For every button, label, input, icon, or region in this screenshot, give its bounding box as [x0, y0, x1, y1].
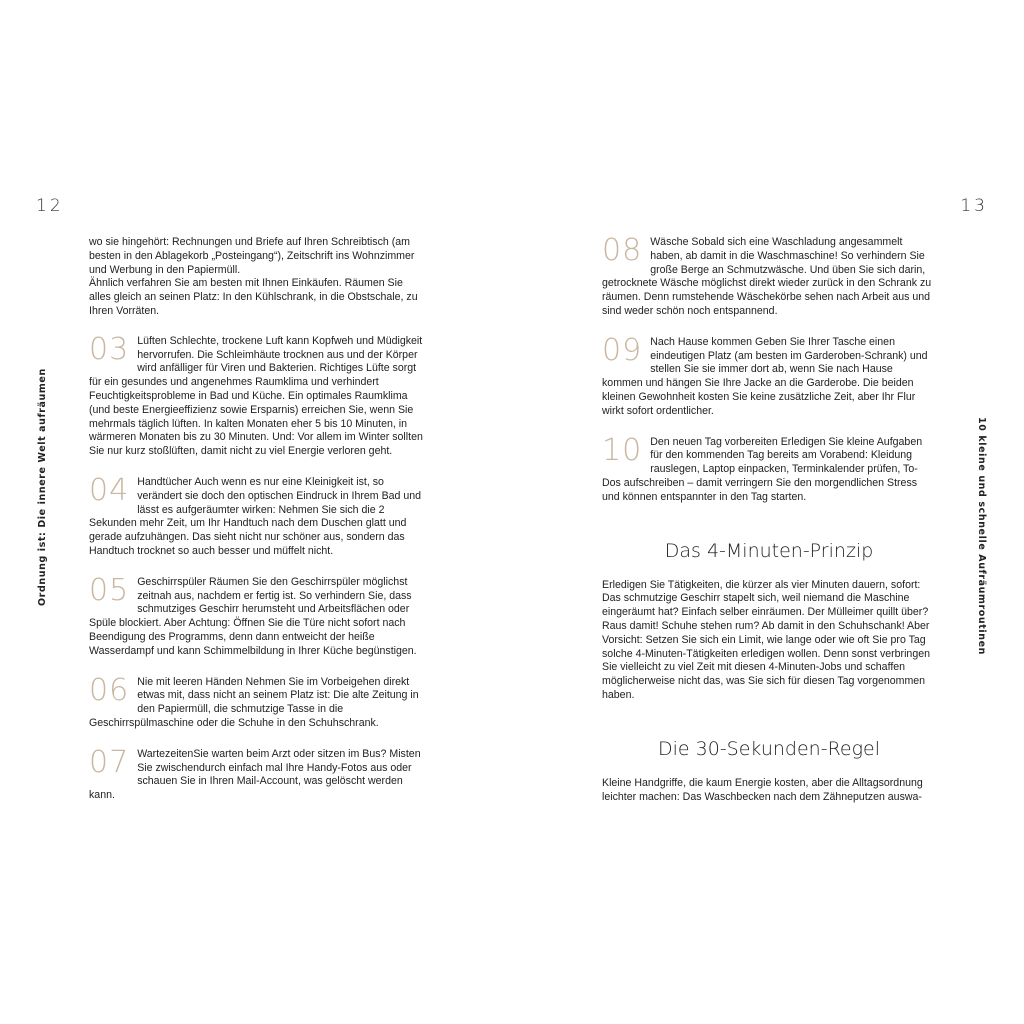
running-title-right: 10 kleine und schnelle Aufräumroutinen: [976, 417, 987, 656]
section-paragraph: Kleine Handgriffe, die kaum Energie kosten, aber die Alltagsordnung leichter machen: Das Waschbecken nach dem Zähneputzen auswa-: [602, 776, 923, 803]
list-item: [89, 331, 423, 459]
running-title-left: Ordnung ist: Die innere Welt aufräumen: [37, 368, 48, 606]
list-item: [89, 572, 423, 659]
item-number: 06: [89, 672, 130, 708]
item-text: Nach Hause kommen Geben Sie Ihrer Tasche einen eindeutigen Platz (am besten im Garderoben-Schrank) und stellen Sie sie immer dort ab, wenn Sie nach Hause kommen und hängen Sie Ihre Jacke an die Garderobe. Die beiden kleinen Gewohnheit kosten Sie keine zusätzliche Zeit, aber Ihr Flur wirkt sofort ordentlicher.: [602, 335, 928, 417]
item-text: Lüften Schlechte, trockene Luft kann Kopfweh und Müdigkeit hervorrufen. Die Schleimhäute trocknen aus und der Körper wird anfälliger für Viren und Bakterien. Richtiges Lüfte sorgt für ein gesundes und angenehmes Raumklima und verhindert Feuchtigkeitsprobleme in Bad und Küche. Ein optimales Raumklima (und beste Energieeffizienz sowie Ersparnis) erreichen Sie, wenn Sie mehrmals täglich lüften. In kalten Monaten eher 5 bis 10 Minuten, in wärmeren Monaten bis zu 30 Minuten. Und: Vor allem im Winter sollten Sie nur kurz stoßlüften, damit nicht zu viel Energie verloren geht.: [89, 334, 423, 458]
list-item: [89, 472, 423, 559]
right-column: [602, 233, 936, 820]
item-number: 09: [602, 332, 643, 368]
item-number: 07: [89, 744, 130, 780]
section-paragraph: Erledigen Sie Tätigkeiten, die kürzer als vier Minuten dauern, sofort: Das schmutzige Geschirr stapelt sich, weil niemand die Maschine eingeräumt hat? Einfach selber einräumen. Der Mülleimer quillt über? Raus damit! Schuhe stehen rum? Ab damit in den Schuhschank! Aber Vorsicht: Setzen Sie sich ein Limit, wie lange oder wie oft Sie pro Tag solche 4-Minuten-Tätigkeiten erledigen wollen. Denn sonst verbringen Sie vielleicht zu viel Zeit mit diesen 4-Minuten-Jobs und schaffen möglicherweise nicht das, was Sie sich für diesen Tag vorgenommen haben.: [602, 578, 931, 701]
item-number: 08: [602, 233, 643, 268]
item-text: Geschirrspüler Räumen Sie den Geschirrspüler möglichst zeitnah aus, nachdem er fertig ist. So verhindern Sie, dass schmutziges Geschirr herumsteht und Arbeitsflächen oder Spüle blockiert. Aber Achtung: Öffnen Sie die Türe nicht sofort nach Beendigung des Programms, denn dann entweicht der heiße Wasserdampf und kann Schimmelbildung in Ihrer Küche begünstigen.: [89, 575, 417, 657]
section-heading: Das 4-Minuten-Prinzip: [664, 539, 874, 562]
item-number: 10: [602, 432, 643, 468]
page-number-left: 12: [36, 196, 64, 216]
list-item: [602, 332, 936, 419]
list-item: [89, 744, 423, 803]
list-item: [89, 672, 423, 731]
item-number: 04: [89, 472, 130, 508]
item-text: WartezeitenSie warten beim Arzt oder sitzen im Bus? Misten Sie zwischendurch einfach mal Ihre Handy-Fotos aus oder schauen Sie in Ihren Mail-Account, was gelöscht werden kann.: [89, 747, 421, 802]
item-number: 03: [89, 331, 130, 367]
item-text: Handtücher Auch wenn es nur eine Kleinigkeit ist, so verändert sie doch den optischen Eindruck in Ihrem Bad und lässt es aufgeräumter wirken: Nehmen Sie sich die 2 Sekunden mehr Zeit, um Ihr Handtuch nach dem Duschen glatt und gerade aufzuhängen. Das sieht nicht nur schöner aus, sondern das Handtuch trocknet so auch besser und müffelt nicht.: [89, 475, 422, 557]
section-heading: Die 30-Sekunden-Regel: [658, 737, 880, 760]
list-item: [602, 233, 936, 319]
page-number-right: 13: [960, 196, 988, 216]
list-item: [602, 432, 936, 505]
left-column: [89, 236, 423, 820]
item-number: 05: [89, 572, 130, 608]
item-text: Den neuen Tag vorbereiten Erledigen Sie kleine Aufgaben für den kommenden Tag bereits am Vorabend: Kleidung rauslegen, Laptop einpacken, Terminkalender prüfen, To-Dos aufschreiben – damit verringern Sie den morgendlichen Stress und können entspannter in den Tag starten.: [602, 435, 923, 503]
intro-paragraph: wo sie hingehört: Rechnungen und Briefe auf Ihren Schreibtisch (am besten in den Ablagekorb „Posteingang“), Zeitschrift ins Wohnzimmer und Werbung in den Papiermüll. Ähnlich verfahren Sie am besten mit Ihnen Einkäufen. Räumen Sie alles gleich an seinen Platz: In den Kühlschrank, in die Obstschale, zu Ihren Vorräten.: [89, 236, 418, 317]
item-text: Wäsche Sobald sich eine Waschladung angesammelt haben, ab damit in die Waschmaschine! So verhindern Sie große Berge an Schmutzwäsche. Und üben Sie sich darin, getrocknete Wäsche möglichst direkt wieder zurück in den Schrank zu räumen. Denn rumstehende Wäschekörbe sehen nach Arbeit aus und sind weder schön noch entspannend.: [602, 236, 932, 317]
item-text: Nie mit leeren Händen Nehmen Sie im Vorbeigehen direkt etwas mit, dass nicht an seinem Platz ist: Die alte Zeitung in den Papiermüll, die schmutzige Tasse in die Geschirrspülmaschine oder die Schuhe in den Schuhschrank.: [89, 675, 419, 729]
